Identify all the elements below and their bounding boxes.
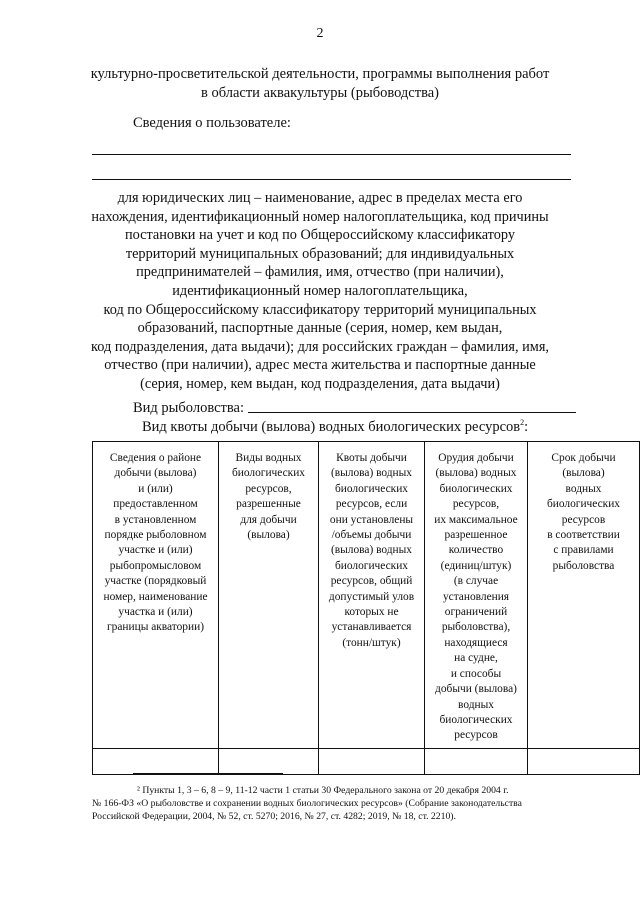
footnote-separator (133, 773, 283, 774)
footnote-line: ² Пункты 1, 3 – 6, 8 – 9, 11-12 части 1 статьи 30 Федерального закона от 20 декабря 2004 г. (137, 785, 509, 796)
user-info-note-line: (серия, номер, кем выдан, код подразделения, дата выдачи) (140, 375, 500, 392)
quota-type-colon: : (524, 419, 529, 435)
table-header-row (93, 442, 640, 749)
quota-type-text: Вид квоты добычи (вылова) водных биологических ресурсов (142, 419, 521, 435)
user-info-line-2[interactable] (92, 179, 571, 180)
footnote-ref: 2 (520, 418, 525, 428)
heading-line-1: культурно-просветительской деятельности, программы выполнения работ (90, 66, 550, 82)
user-info-note-line: постановки на учет и код по Общероссийскому классификатору (125, 227, 515, 244)
quota-table (92, 441, 640, 775)
user-info-note-line: для юридических лиц – наименование, адрес в пределах места его (117, 190, 523, 206)
user-info-label: Сведения о пользователе: (133, 115, 291, 131)
user-info-note-line: отчество (при наличии), адрес места жительства и паспортные данные (104, 357, 536, 374)
user-info-note (0, 189, 640, 394)
table-cell[interactable] (528, 748, 640, 774)
footnote (92, 784, 592, 823)
table-cell[interactable] (319, 748, 425, 774)
user-info-note-line: образований, паспортные данные (серия, номер, кем выдан, (137, 320, 503, 337)
fishing-type-label: Вид рыболовства: (133, 400, 245, 416)
table-cell[interactable] (219, 748, 319, 774)
user-info-note-line: код по Общероссийскому классификатору территорий муниципальных (103, 301, 537, 318)
footnote-line: Российской Федерации, 2004, № 52, ст. 5270; 2016, № 27, ст. 4282; 2019, № 18, ст. 2210). (92, 811, 456, 822)
header-gear: Орудия добычи (вылова) водных биологических ресурсов, их максимальное разрешенное количество (единиц/штук) (в случае установления ограничений рыболовства), находящиеся на судне, и способы добычи (вылова) водных биологических ресурсов (425, 442, 528, 749)
table-row (93, 748, 640, 774)
user-info-note-line: идентификационный номер налогоплательщика, (172, 282, 468, 299)
table-cell[interactable] (425, 748, 528, 774)
fishing-type-line[interactable] (248, 412, 576, 413)
heading-line-2: в области аквакультуры (рыбоводства) (201, 85, 439, 101)
user-info-note-line: нахождения, идентификационный номер налогоплательщика, код причины (91, 208, 549, 225)
header-area-info: Сведения о районе добычи (вылова) и (или) предоставленном в установленном порядке рыболовном участке и (или) рыбопромысловом участке (порядковый номер, наименование участка и (или) границы акватории) (93, 442, 219, 749)
quota-type-label (142, 419, 528, 436)
user-info-line-1[interactable] (92, 154, 571, 155)
footnote-line: № 166-ФЗ «О рыболовстве и сохранении водных биологических ресурсов» (Собрание законодательства (92, 798, 522, 809)
header-species: Виды водных биологических ресурсов, разрешенные для добычи (вылова) (219, 442, 319, 749)
header-period: Срок добычи (вылова) водных биологических ресурсов в соответствии с правилами рыболовства (528, 442, 640, 749)
header-quotas: Квоты добычи (вылова) водных биологических ресурсов, если они установлены /объемы добычи (вылова) водных биологических ресурсов, общий допустимый улов которых не устанавливается (тонн/штук) (319, 442, 425, 749)
user-info-note-line: предпринимателей – фамилия, имя, отчество (при наличии), (136, 264, 504, 281)
page-number: 2 (316, 26, 324, 41)
user-info-note-line: территорий муниципальных образований; для индивидуальных (125, 245, 515, 262)
table-cell[interactable] (93, 748, 219, 774)
user-info-note-line: код подразделения, дата выдачи); для российских граждан – фамилия, имя, (91, 338, 549, 355)
